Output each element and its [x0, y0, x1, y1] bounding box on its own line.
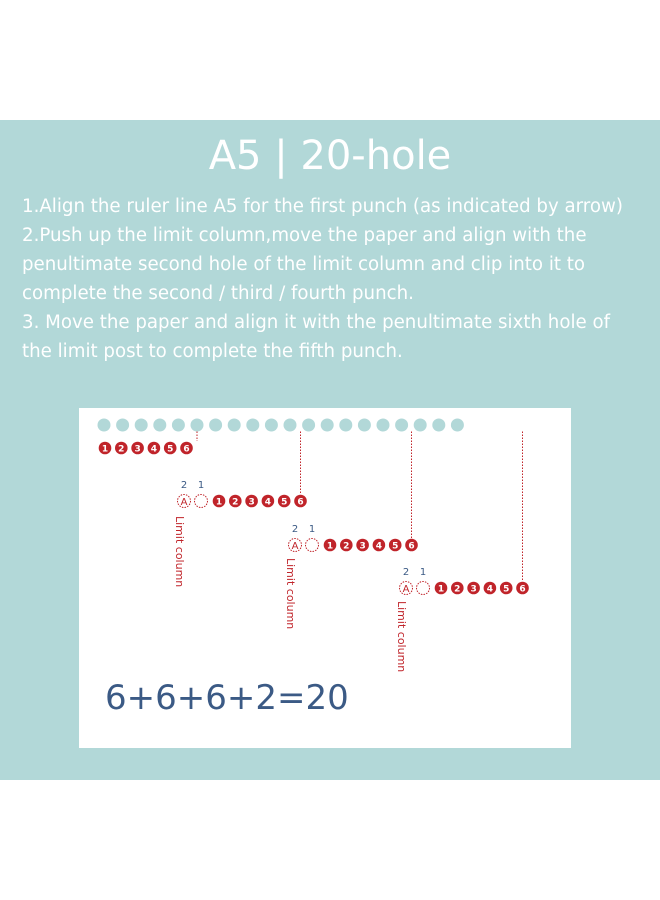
group-3-num-6: 6 — [519, 584, 526, 595]
hole-10 — [265, 419, 278, 432]
group-2-num-5: 5 — [392, 541, 399, 552]
hole-14 — [339, 419, 352, 432]
group-1-empty-slot — [195, 495, 208, 508]
group-1-num-1: 1 — [215, 497, 223, 508]
hole-6 — [191, 419, 204, 432]
group-2-num-1: 1 — [326, 541, 334, 552]
hole-4 — [153, 419, 166, 432]
group-2-num-2: 2 — [343, 541, 350, 552]
hole-7 — [209, 419, 222, 432]
first-punch-num-2: 2 — [118, 444, 125, 455]
group-1-num-5: 5 — [281, 497, 288, 508]
instruction-step-3: 3. Move the paper and align it with the penultimate sixth hole of the limit post to complete the fifth punch. — [22, 312, 610, 362]
hole-20 — [451, 419, 464, 432]
hole-2 — [116, 419, 129, 432]
group-3-index-1: 1 — [419, 567, 427, 578]
hole-12 — [302, 419, 315, 432]
group-3-num-5: 5 — [503, 584, 510, 595]
group-2-num-4: 4 — [375, 541, 383, 552]
first-punch-num-1: 1 — [101, 444, 109, 455]
group-3-bracket — [394, 588, 397, 596]
hole-8 — [228, 419, 241, 432]
group-3-num-3: 3 — [470, 584, 477, 595]
page-title: A5 | 20-hole — [208, 133, 452, 179]
group-1-num-2: 2 — [232, 497, 239, 508]
hole-9 — [246, 419, 259, 432]
hole-16 — [377, 419, 390, 432]
hole-3 — [135, 419, 148, 432]
first-punch-num-5: 5 — [167, 444, 174, 455]
limit-column-label-1: Limit column — [173, 516, 186, 588]
group-1-ruler-mark: A — [180, 496, 188, 508]
group-3-empty-slot — [417, 582, 430, 595]
group-3-num-2: 2 — [454, 584, 461, 595]
group-2-num-6: 6 — [408, 541, 415, 552]
hole-19 — [432, 419, 445, 432]
group-2-index-1: 1 — [308, 524, 316, 535]
group-3-index-2: 2 — [402, 567, 410, 578]
hole-13 — [321, 419, 334, 432]
group-2-bracket — [283, 545, 286, 553]
group-2-ruler-mark: A — [291, 540, 299, 552]
group-1-num-3: 3 — [248, 497, 255, 508]
group-1-num-6: 6 — [297, 497, 304, 508]
group-2-num-3: 3 — [359, 541, 366, 552]
instruction-step-1: 1.Align the ruler line A5 for the first punch (as indicated by arrow) — [22, 196, 623, 217]
instruction-step-2: 2.Push up the limit column,move the paper and align with the penultimate second hole of the limit column and clip into it to complete the second / third / fourth punch. — [22, 225, 587, 304]
hole-1 — [98, 419, 111, 432]
group-3-ruler-mark: A — [402, 583, 410, 595]
group-1-bracket — [172, 501, 175, 509]
hole-18 — [414, 419, 427, 432]
limit-column-label-2: Limit column — [284, 558, 297, 630]
group-2-index-2: 2 — [291, 524, 299, 535]
hole-equation: 6+6+6+2=20 — [105, 678, 349, 718]
group-3-num-1: 1 — [437, 584, 445, 595]
hole-11 — [284, 419, 297, 432]
group-2-empty-slot — [306, 539, 319, 552]
first-punch-num-4: 4 — [150, 444, 158, 455]
hole-5 — [172, 419, 185, 432]
group-1-index-2: 2 — [180, 480, 188, 491]
hole-15 — [358, 419, 371, 432]
limit-column-label-3: Limit column — [395, 601, 408, 673]
group-1-num-4: 4 — [264, 497, 272, 508]
hole-17 — [395, 419, 408, 432]
group-3-num-4: 4 — [486, 584, 494, 595]
first-punch-num-6: 6 — [183, 444, 190, 455]
group-1-index-1: 1 — [197, 480, 205, 491]
first-punch-num-3: 3 — [134, 444, 141, 455]
